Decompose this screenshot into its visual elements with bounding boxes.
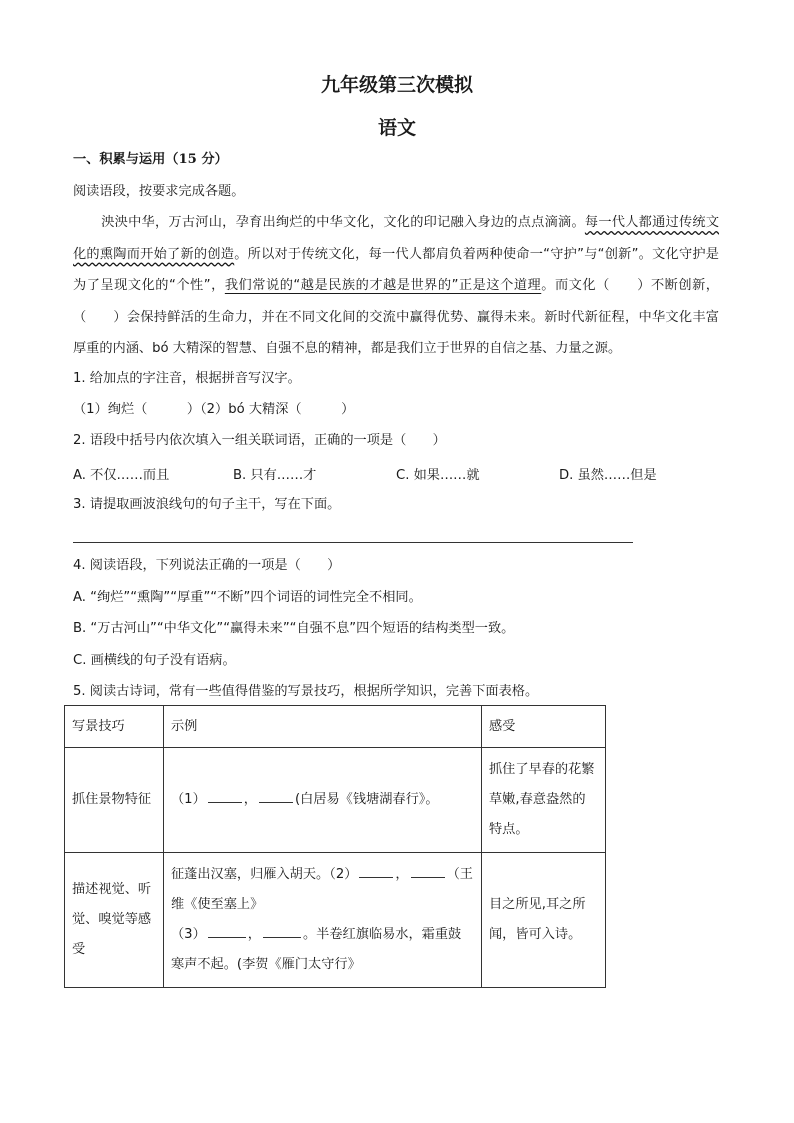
q4-option-c: C. 画横线的句子没有语病。 xyxy=(73,653,236,668)
reading-passage xyxy=(73,207,719,365)
question-1-subitems: （1）绚烂（ ）（2）bó 大精深（ ） xyxy=(73,402,355,417)
header-feeling: 感受 xyxy=(482,706,606,748)
answer-line xyxy=(73,542,633,543)
row2-line2-prefix: （3） xyxy=(171,927,206,942)
q4-option-b: B. “万古河山”“中华文化”“赢得未来”“自强不息”四个短语的结构类型一致。 xyxy=(73,621,515,636)
q2-option-a: A. 不仅……而且 xyxy=(73,468,170,483)
row2-skill: 描述视觉、听觉、嗅觉等感受 xyxy=(65,853,164,988)
answer-blank[interactable] xyxy=(359,864,393,878)
q2-option-c: C. 如果……就 xyxy=(396,468,480,483)
passage-part-2: 。所以对于传统文化，每一代人都肩负着两种使命一“守护”与“创新”。文化守护是为了呈现文化的“个性”， xyxy=(73,246,719,293)
answer-blank[interactable] xyxy=(208,924,246,938)
answer-blank[interactable] xyxy=(208,789,242,803)
answer-blank[interactable] xyxy=(411,864,445,878)
writing-techniques-table xyxy=(64,705,606,988)
header-skill: 写景技巧 xyxy=(65,706,164,748)
row1-example: （1） ， (白居易《钱塘湖春行》。 xyxy=(164,748,482,853)
passage-part-1: 泱泱中华，万古河山，孕育出绚烂的中华文化，文化的印记融入身边的点点滴滴。 xyxy=(101,215,585,230)
q2-option-b: B. 只有……才 xyxy=(233,468,317,483)
wavy-underlined-sentence: 每一代人都通过传统文化的熏陶而开始了新的创造 xyxy=(73,215,720,262)
header-example: 示例 xyxy=(164,706,482,748)
q2-option-d: D. 虽然……但是 xyxy=(559,468,657,483)
question-1: 1. 给加点的字注音，根据拼音写汉字。 xyxy=(73,371,301,386)
table-row xyxy=(65,748,606,853)
q4-option-a: A. “绚烂”“熏陶”“厚重”“不断”四个词语的词性完全不相同。 xyxy=(73,590,422,605)
answer-blank[interactable] xyxy=(263,924,301,938)
question-5: 5. 阅读古诗词，常有一些值得借鉴的写景技巧，根据所学知识，完善下面表格。 xyxy=(73,684,539,699)
question-3: 3. 请提取画波浪线句的句子主干，写在下面。 xyxy=(73,497,341,512)
section-heading: 一、积累与运用（15 分） xyxy=(73,152,228,167)
table-header-row xyxy=(65,706,606,748)
subject-title: 语文 xyxy=(377,117,416,139)
row2-line1-source: （王维《使至塞上》 xyxy=(171,867,473,912)
passage-part-3: 。而文化（ ）不断创新，（ ）会保持鲜活的生命力，并在不同文化间的交流中赢得优势、赢得未来。新时代新征程，中华文化丰富厚重的内涵、bó 大精深的智慧、自强不息的精神，都是我们立于世界的自信之基、力量之源。 xyxy=(73,278,719,356)
row2-line2-source: 。半卷红旗临易水，霜重鼓寒声不起。(李贺《雁门太守行》 xyxy=(171,927,462,972)
answer-blank[interactable] xyxy=(259,789,293,803)
row1-skill: 抓住景物特征 xyxy=(65,748,164,853)
row2-line1-prefix: 征蓬出汉塞，归雁入胡天。（2） xyxy=(171,867,358,882)
row1-example-prefix: （1） xyxy=(171,792,206,807)
row1-example-source: (白居易《钱塘湖春行》。 xyxy=(294,792,439,807)
question-4: 4. 阅读语段，下列说法正确的一项是（ ） xyxy=(73,558,341,573)
row2-feeling: 目之所见,耳之所闻，皆可入诗。 xyxy=(482,853,606,988)
reading-instruction: 阅读语段，按要求完成各题。 xyxy=(73,184,245,199)
row1-feeling: 抓住了早春的花繁草嫩,春意盎然的特点。 xyxy=(482,748,606,853)
row2-example: 征蓬出汉塞，归雁入胡天。（2） ， （王维《使至塞上》 （3） ， 。半卷红旗临易水，霜重鼓寒声不起。(李贺《雁门太守行》 xyxy=(164,853,482,988)
table-row xyxy=(65,853,606,988)
exam-title: 九年级第三次模拟 xyxy=(320,74,473,96)
question-2: 2. 语段中括号内依次填入一组关联词语，正确的一项是（ ） xyxy=(73,433,446,448)
underlined-sentence: 我们常说的“越是民族的才越是世界的”正是这个道理 xyxy=(224,278,542,293)
